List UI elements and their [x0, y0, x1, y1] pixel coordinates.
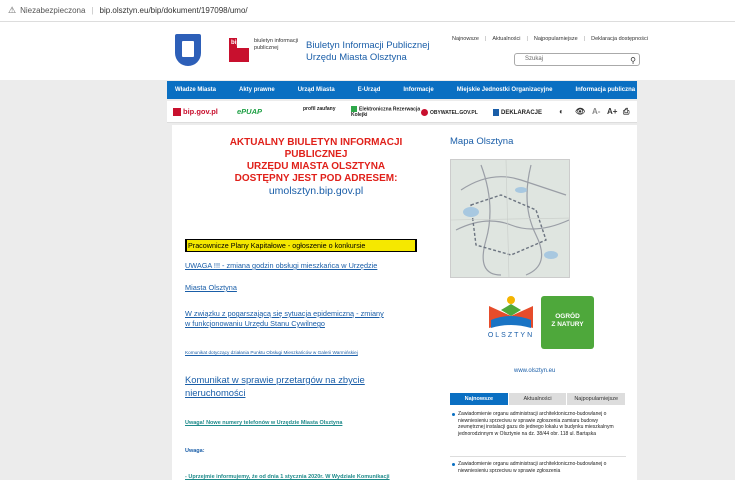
deklaracje-link[interactable]	[493, 109, 542, 116]
bip-logo-text: bip	[231, 40, 240, 46]
search-icon[interactable]: ⚲	[630, 56, 636, 65]
rezerwacja-label: Elektroniczna Rezerwacja Kolejki	[351, 106, 421, 119]
highlight-link[interactable]	[185, 239, 417, 252]
obywatel-link[interactable]	[421, 109, 478, 116]
right-column	[442, 125, 637, 480]
notice-line4: DOSTĘPNY JEST POD ADRESEM:	[234, 173, 398, 184]
tab-najnowsze[interactable]: Najnowsze	[450, 393, 509, 405]
site-title[interactable]	[306, 40, 430, 64]
main-content	[172, 125, 637, 480]
telefony-link[interactable]: Uwaga! Nowe numery telefonów w Urzędzie Miasta Olsztyna	[185, 420, 343, 426]
uwaga-label: Uwaga:	[185, 448, 205, 454]
address-bar[interactable]	[0, 0, 735, 22]
nav-item-wladze[interactable]: Władze Miasta	[175, 87, 217, 93]
notice-block	[218, 137, 414, 197]
komunikat-small-link[interactable]: Komunikat dotyczący działania Punktu Obsługi Mieszkańców w Galerii Warmińskiej	[185, 350, 358, 355]
document-icon	[493, 109, 499, 116]
site-title-line2: Urzędu Miasta Olsztyna	[306, 52, 407, 63]
toplink-najnowsze[interactable]: Najnowsze |	[452, 36, 486, 42]
notice-line2: PUBLICZNEJ	[284, 149, 348, 160]
nav-item-jednostki[interactable]: Miejskie Jednostki Organizacyjne	[456, 87, 553, 93]
notice-url-link[interactable]: umolsztyn.bip.gov.pl	[268, 185, 364, 197]
news-tabs	[450, 393, 626, 405]
profil-label: profil zaufany	[303, 106, 336, 112]
notice-line1: AKTUALNY BIULETYN INFORMACJI	[229, 137, 403, 148]
ogrod-line1: OGRÓD	[555, 313, 580, 320]
toplink-aktualnosci[interactable]: Aktualności |	[492, 36, 528, 42]
uwaga-link-line1[interactable]: UWAGA !!! - zmiana godzin obsługi mieszkańca w Urzędzie	[185, 261, 378, 270]
tab-najpopularniejsze[interactable]: Najpopularniejsze	[567, 393, 626, 405]
address-separator: |	[91, 6, 94, 15]
przetargi-link-line1[interactable]: Komunikat w sprawie przetargów na zbycie	[185, 374, 365, 385]
obywatel-label: OBYWATEL.GOV.PL	[430, 109, 478, 116]
nav-item-informacja-publiczna[interactable]: Informacja publiczna	[575, 87, 636, 93]
map-image	[451, 160, 570, 278]
bip-gov-label: bip.gov.pl	[183, 107, 218, 116]
olsztyn-city-logo[interactable]	[481, 292, 541, 342]
warning-icon[interactable]: ⚠	[8, 5, 17, 15]
news-divider	[450, 456, 626, 457]
bip-subtitle: biuletyn informacji publicznej	[254, 38, 299, 51]
notice-line3: URZĘDU MIASTA OLSZTYNA	[246, 161, 386, 172]
url-text[interactable]: bip.olsztyn.eu/bip/dokument/197098/umo/	[99, 6, 248, 15]
search-placeholder: Szukaj	[525, 56, 544, 62]
tab-aktualnosci[interactable]: Aktualności	[509, 393, 568, 405]
font-decrease-button[interactable]: A-	[592, 107, 601, 116]
main-nav	[167, 81, 637, 99]
eye-icon[interactable]: 👁	[575, 107, 586, 116]
partner-logos-bar	[167, 101, 637, 123]
top-links	[452, 36, 648, 42]
eagle-icon	[421, 109, 428, 116]
epidemic-link-line1[interactable]: W związku z pogarszającą się sytuacja epidemiczną - zmiany	[185, 309, 384, 318]
nav-item-eurzad[interactable]: E-Urząd	[357, 87, 381, 93]
rezerwacja-link[interactable]	[351, 106, 421, 118]
toplink-najpopularniejsze[interactable]: Najpopularniejsze |	[534, 36, 585, 42]
security-label[interactable]: Niezabezpieczona	[20, 6, 86, 15]
ogrod-z-natury-logo[interactable]	[541, 296, 594, 349]
nav-item-urzad[interactable]: Urząd Miasta	[297, 87, 335, 93]
bip-logo[interactable]	[229, 38, 251, 62]
profil-zaufany-link[interactable]	[303, 106, 343, 112]
olsztyn-www-link[interactable]: www.olsztyn.eu	[514, 368, 556, 374]
uwaga-link-line2[interactable]: Miasta Olsztyna	[185, 283, 237, 292]
toplink-deklaracja[interactable]: Deklaracja dostępności	[591, 36, 648, 42]
font-increase-button[interactable]: A+	[607, 107, 618, 116]
bottom-link[interactable]: - Uprzejmie informujemy, że od dnia 1 stycznia 2020r. W Wydziale Komunikacji	[185, 474, 390, 480]
site-header	[0, 22, 735, 80]
epuap-label: ePUAP	[237, 107, 263, 116]
highlight-text: Pracownicze Plany Kapitałowe - ogłoszenie o konkursie	[187, 240, 415, 251]
site-title-line1: Biuletyn Informacji Publicznej	[306, 40, 430, 51]
search-input[interactable]	[514, 53, 640, 66]
olsztyn-logo-text: OLSZTYN	[487, 332, 535, 339]
deklaracje-label: DEKLARACJE	[501, 110, 543, 117]
olsztyn-crest-icon[interactable]	[175, 34, 201, 66]
bip-flag-icon	[173, 108, 181, 116]
przetargi-link-line2[interactable]: nieruchomości	[185, 387, 246, 398]
epuap-link[interactable]	[237, 107, 262, 116]
nav-item-informacje[interactable]: Informacje	[403, 87, 434, 93]
left-column	[172, 125, 434, 480]
queue-icon	[351, 106, 357, 112]
nav-item-akty[interactable]: Akty prawne	[239, 87, 275, 93]
news-item[interactable]: Zawiadomienie organu administracji architektoniczno-budowlanej o niewniesieniu sprzeciwu w sprawie zgłoszenia zamiaru budowy zewnętrznej instalacji gazu do jednego lokalu w budynku mieszkalnym jednorodzinnym w Olsztynie na dz. 38/44 obr. 118 ul. Bartąska	[450, 411, 626, 438]
epidemic-link-line2[interactable]: w funkcjonowaniu Urzędu Stanu Cywilnego	[185, 319, 325, 328]
map-title[interactable]: Mapa Olsztyna	[450, 136, 514, 147]
print-icon[interactable]: ⎙	[623, 107, 630, 116]
olsztyn-map[interactable]	[450, 159, 570, 278]
ogrod-line2: Z NATURY	[551, 321, 584, 328]
news-item[interactable]: Zawiadomienie organu administracji architektoniczno-budowlanej o niewniesieniu sprzeciwu w sprawie zgłoszenia	[450, 461, 626, 474]
contrast-icon[interactable]: ◐	[559, 107, 564, 116]
bip-gov-link[interactable]	[173, 107, 218, 116]
